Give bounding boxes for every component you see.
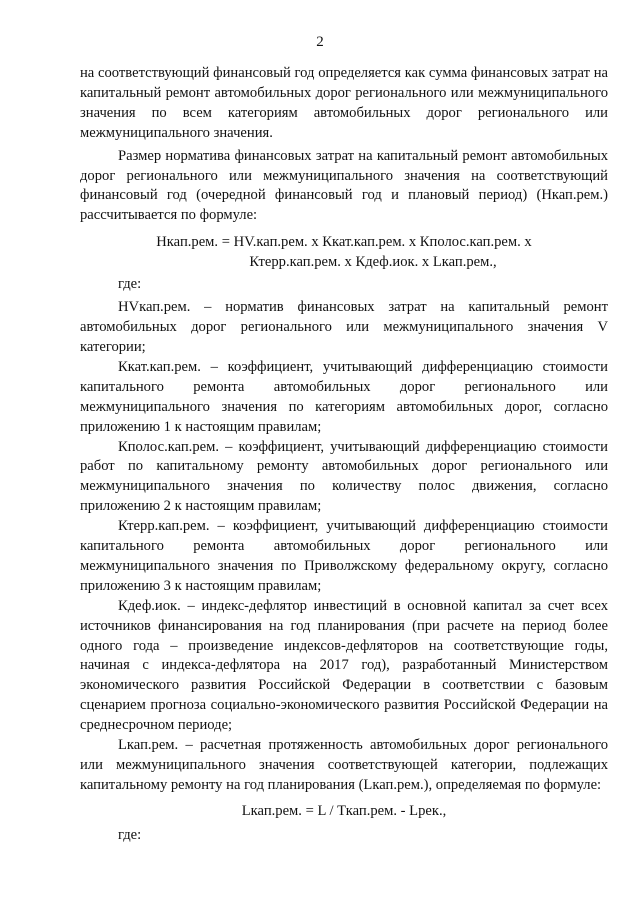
paragraph-intro: на соответствующий финансовый год определяется как сумма финансовых затрат на капитальный ремонт автомобильных дорог регионального или межмуниципального значения по всем категориям автомобильных дорог регионального или межмуниципального значения. bbox=[80, 65, 608, 141]
formula-main bbox=[80, 232, 608, 272]
page-number: 2 bbox=[316, 34, 324, 50]
paragraph-norm-size: Размер норматива финансовых затрат на капитальный ремонт автомобильных дорог регионального или межмуниципального значения на соответствующий финансовый год (очередной финансовый год и плановый период) (Нкап.рем.) рассчитывается по формуле: bbox=[80, 147, 608, 224]
formula-length: Lкап.рем. = L / Ткап.рем. - Lрек., bbox=[241, 802, 447, 819]
formula-main-line-1: Нкап.рем. = НV.кап.рем. х Ккат.кап.рем. х Кполос.кап.рем. х bbox=[156, 234, 532, 251]
where-label-2: где: bbox=[118, 826, 142, 843]
definition-hv: НVкап.рем. – норматив финансовых затрат на капитальный ремонт автомобильных дорог регионального или межмуниципального значения V категории; bbox=[80, 299, 608, 355]
where-label: где: bbox=[118, 276, 142, 293]
formula-main-line-2: Ктерр.кап.рем. х Кдеф.иок. х Lкап.рем., bbox=[249, 254, 497, 271]
definition-kterr: Ктерр.кап.рем. – коэффициент, учитывающий дифференциацию стоимости капитального ремонта автомобильных дорог регионального или межмуниципального значения по Приволжскому федеральному округу, согласно приложению 3 к настоящим правилам; bbox=[80, 518, 608, 594]
definition-lkap: Lкап.рем. – расчетная протяженность автомобильных дорог регионального или межмуниципального значения соответствующей категории, подлежащих капитальному ремонту на год планирования (Lкап.рем.), определяемая по формуле: bbox=[80, 737, 608, 793]
definition-kdef: Кдеф.иок. – индекс-дефлятор инвестиций в основной капитал за счет всех источников финансирования на год планирования (при расчете на период более одного года – произведение индексов-дефляторов на соответствующие годы, начиная с индекса-дефлятора на 2017 год), разработанный Министерством экономического развития Российской Федерации в соответствии с базовым сценарием прогноза социально-экономического развития Российской Федерации на среднесрочном периоде; bbox=[80, 597, 608, 734]
definition-kkat: Ккат.кап.рем. – коэффициент, учитывающий дифференциацию стоимости капитального ремонта автомобильных дорог регионального или межмуниципального значения по категориям автомобильных дорог, согласно приложению 1 к настоящим правилам; bbox=[80, 358, 608, 435]
document-body bbox=[80, 64, 608, 849]
definition-kpolos: Кполос.кап.рем. – коэффициент, учитывающий дифференциацию стоимости работ по капитальному ремонту автомобильных дорог регионального или межмуниципального значения по количеству полос движения, согласно приложению 2 к настоящим правилам; bbox=[80, 438, 608, 515]
